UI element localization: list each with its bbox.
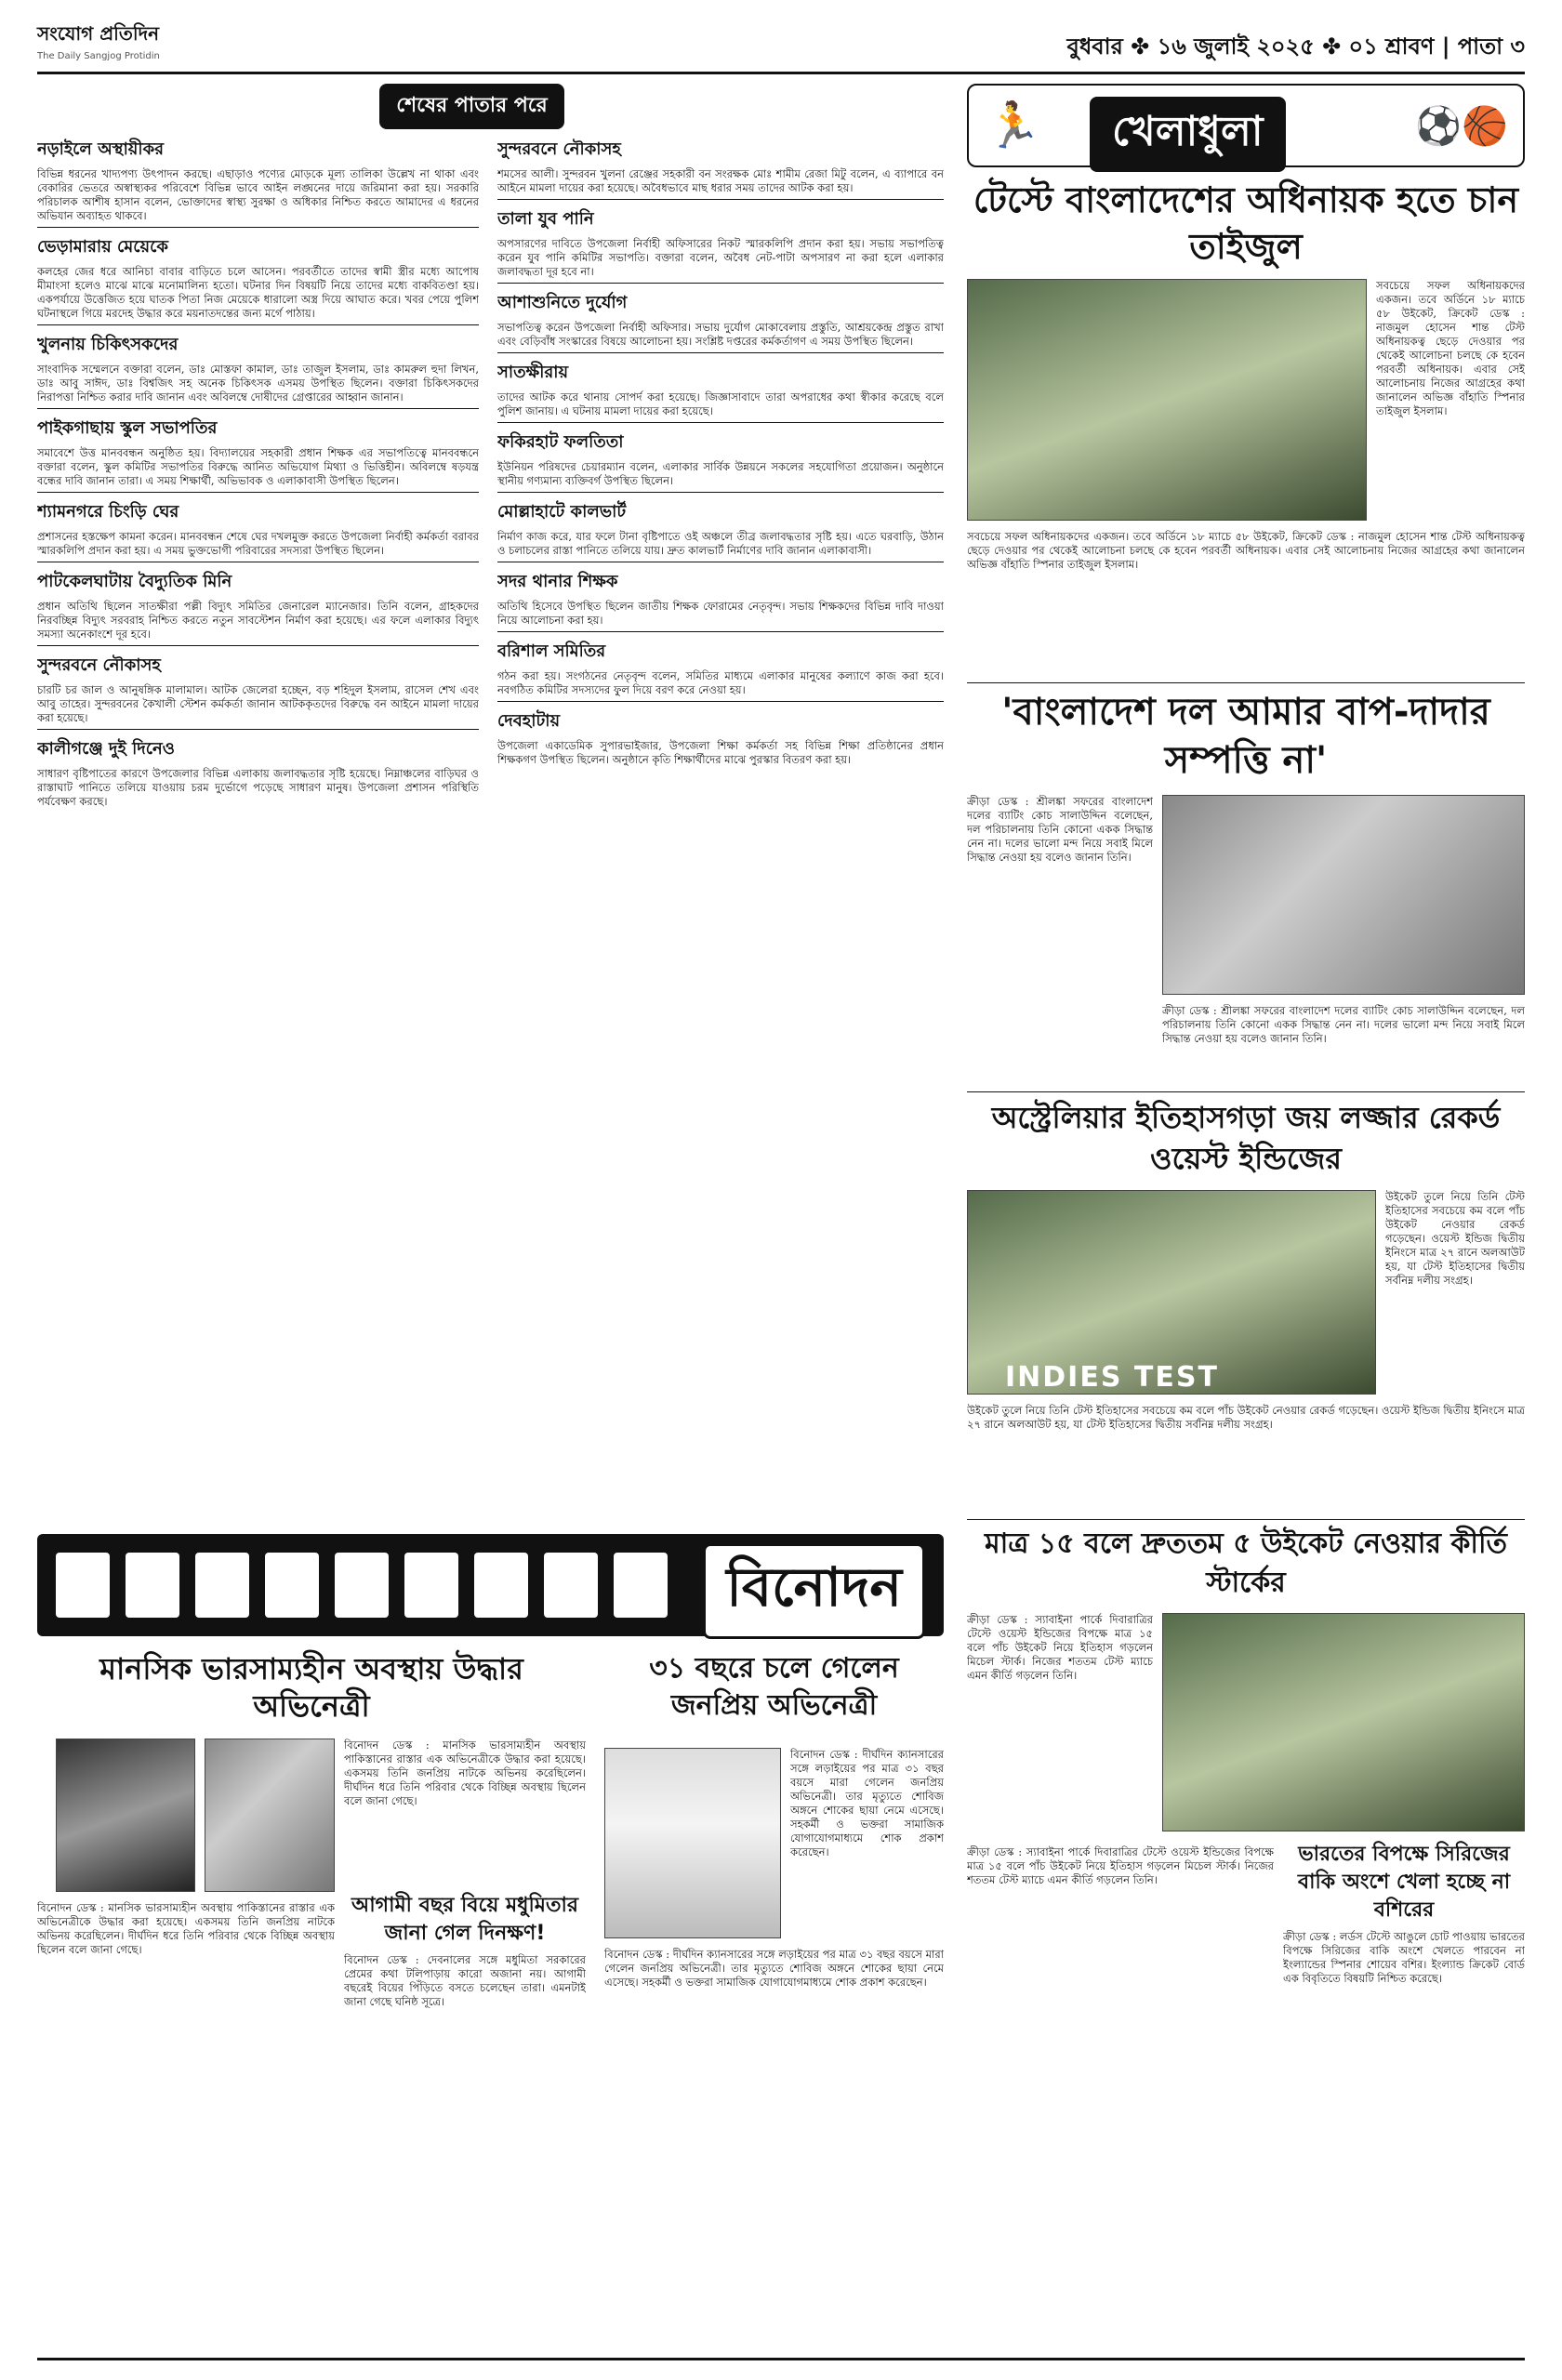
divider [497, 631, 944, 632]
sports-balls-icon: ⚽🏀 [1415, 105, 1508, 148]
sports-story-5 [1283, 1841, 1525, 1986]
article [497, 568, 944, 628]
divider [37, 645, 479, 646]
sports-story-4 [967, 1525, 1525, 1603]
article-title: সাতক্ষীরায় [497, 363, 569, 382]
article-title: সুন্দরবনে নৌকাসহ [497, 139, 621, 159]
article [37, 331, 479, 404]
article-title: শ্যামনগরে চিংড়ি ঘের [37, 502, 179, 522]
story-body-cont: ক্রীড়া ডেস্ক : স্যাবাইনা পার্কে দিবারাত্রির টেস্টে ওয়েস্ট ইন্ডিজের বিপক্ষে মাত্র ১৫ বলে পাঁচ উইকেট নিয়ে ইতিহাস গড়লেন মিচেল স্টার্ক। নিজের শততম টেস্ট ম্যাচে এমন কীর্তি গড়লেন তিনি। [967, 1845, 1274, 1886]
divider [37, 492, 479, 493]
left-section [37, 84, 944, 2352]
divider [37, 408, 479, 409]
article [37, 415, 479, 488]
article-body: উপজেলা একাডেমিক সুপারভাইজার, উপজেলা শিক্ষা কর্মকর্তা সহ বিভিন্ন শিক্ষা প্রতিষ্ঠানের প্রধান শিক্ষকগণ উপস্থিত ছিলেন। অনুষ্ঠানে কৃতি শিক্ষার্থীদের মাঝে পুরস্কার বিতরণ করা হয়। [497, 739, 944, 766]
divider [497, 422, 944, 423]
article-title: নড়াইলে অস্থায়ীকর [37, 139, 165, 159]
story-headline: অস্ট্রেলিয়ার ইতিহাসগড়া জয় লজ্জার রেকর্ড ওয়েস্ট ইন্ডিজের [991, 1100, 1501, 1176]
divider [37, 324, 479, 325]
article [497, 136, 944, 195]
article-title: দেবহাটায় [497, 711, 561, 731]
starc-photo [1162, 1613, 1525, 1831]
story-body: ক্রীড়া ডেস্ক : লর্ডস টেস্টে আঙুলে চোট পাওয়ায় ভারতের বিপক্ষে সিরিজের বাকি অংশে খেলতে পারবেন না ইংল্যান্ডের স্পিনার শোয়েব বশির। ইংল্যান্ড ক্রিকেট বোর্ড এক বিবৃতিতে বিষয়টি নিশ্চিত করেছে। [1283, 1930, 1525, 1985]
article [37, 568, 479, 641]
article-body: ইউনিয়ন পরিষদের চেয়ারম্যান বলেন, এলাকার সার্বিক উন্নয়নে সকলের সহযোগিতা প্রয়োজন। অনুষ্ঠানে স্থানীয় গণ্যমান্য ব্যক্তিবর্গ উপস্থিত ছিলেন। [497, 460, 944, 487]
article [37, 233, 479, 321]
continued-banner: শেষের পাতার পরে [379, 84, 564, 129]
divider [967, 682, 1525, 683]
divider [967, 1091, 1525, 1092]
sports-banner [967, 84, 1525, 167]
article-title: তালা যুব পানি [497, 209, 594, 229]
story-headline: আগামী বছর বিয়ে মধুমিতার জানা গেল দিনক্ষণ! [351, 1894, 578, 1945]
film-frame [335, 1553, 389, 1618]
film-frame [404, 1553, 458, 1618]
photo-caption: INDIES TEST [1005, 1361, 1219, 1394]
story-headline: টেস্টে বাংলাদেশের অধিনায়ক হতে চান তাইজুল [973, 179, 1519, 267]
article-body: অতিথি হিসেবে উপস্থিত ছিলেন জাতীয় শিক্ষক ফোরামের নেতৃবৃন্দ। সভায় শিক্ষকদের বিভিন্ন দাবি দাওয়া নিয়ে আলোচনা করা হয়। [497, 600, 944, 627]
story-headline: মানসিক ভারসাম্যহীন অবস্থায় উদ্ধার অভিনেত্রী [99, 1651, 523, 1724]
coach-photo [1162, 795, 1525, 995]
article-title: পাইকগাছায় স্কুল সভাপতির [37, 418, 218, 438]
story-body: বিনোদন ডেস্ক : দীর্ঘদিন ক্যানসারের সঙ্গে লড়াইয়ের পর মাত্র ৩১ বছর বয়সে মারা গেলেন জনপ্রিয় অভিনেত্রী। তার মৃত্যুতে শোবিজ অঙ্গনে শোকের ছায়া নেমে এসেছে। সহকর্মী ও ভক্তরা সামাজিক যোগাযোগমাধ্যমে শোক প্রকাশ করেছেন। [790, 1748, 944, 1858]
article [497, 205, 944, 279]
paper-logo [37, 20, 279, 63]
article [497, 359, 944, 418]
story-headline: মাত্র ১৫ বলে দ্রুততম ৫ উইকেট নেওয়ার কীর্তি স্টার্কের [984, 1527, 1508, 1599]
sports-section [967, 84, 1525, 2352]
middle-subcolumn [497, 130, 944, 1525]
article [37, 136, 479, 223]
left-subcolumn [37, 130, 479, 1525]
footer-rule [37, 2358, 1525, 2360]
entertainment-story-1 [37, 1650, 586, 1725]
entertainment-title: বিনোদন [703, 1543, 925, 1639]
film-frame [265, 1553, 319, 1618]
entertainment-banner [37, 1534, 944, 1636]
film-frame [474, 1553, 528, 1618]
article [497, 707, 944, 767]
article [37, 498, 479, 558]
article-title: আশাশুনিতে দুর্যোগ [497, 293, 628, 312]
taijul-photo [967, 279, 1367, 521]
story-body-cont: ক্রীড়া ডেস্ক : শ্রীলঙ্কা সফরের বাংলাদেশ দলের ব্যাটিং কোচ সালাউদ্দিন বলেছেন, দল পরিচালনায় তিনি কোনো একক সিদ্ধান্ত নেন না। দলের ভালো মন্দ নিয়ে সবাই মিলে সিদ্ধান্ত নেওয়া হয় বলেও জানান তিনি। [1162, 1004, 1525, 1045]
story-body-cont: বিনোদন ডেস্ক : দীর্ঘদিন ক্যানসারের সঙ্গে লড়াইয়ের পর মাত্র ৩১ বছর বয়সে মারা গেলেন জনপ্রিয় অভিনেত্রী। তার মৃত্যুতে শোবিজ অঙ্গনে শোকের ছায়া নেমে এসেছে। সহকর্মী ও ভক্তরা সামাজিক যোগাযোগমাধ্যমে শোক প্রকাশ করেছেন। [604, 1948, 944, 1989]
sports-story-1 [967, 177, 1525, 270]
article-body: বিভিন্ন ধরনের খাদ্যপণ্য উৎপাদন করছে। এছাড়াও পণ্যের মোড়কে মূল্য তালিকা উল্লেখ না থাকা এবং বেকারির ভেতরে অস্বাস্থ্যকর পরিবেশে বিভিন্ন ভাবে আইন লঙ্ঘনের দায়ে জরিমানা করা হয়। সরকারি পরিচালক আশীষ হাসান বলেন, ভোক্তাদের স্বাস্থ্য সুরক্ষা ও অধিকার নিশ্চিত করতে আমাদের এ ধরনের অভিযান অব্যাহত থাকবে। [37, 167, 479, 222]
article [497, 638, 944, 697]
actress-photo [604, 1748, 781, 1938]
article-body: সভাপতিত্ব করেন উপজেলা নির্বাহী অফিসার। সভায় দুর্যোগ মোকাবেলায় প্রস্তুতি, আশ্রয়কেন্দ্র প্রস্তুত রাখা এবং বেড়িবাঁধ সংস্কারের বিষয়ে আলোচনা হয়। সংশ্লিষ্ট দপ্তরের কর্মকর্তাগণ এ সময় উপস্থিত ছিলেন। [497, 321, 944, 348]
story-body: সবচেয়ে সফল অধিনায়কদের একজন। তবে অর্ডিনে ১৮ ম্যাচে ৫৮ উইকেট, ক্রিকেট ডেস্ক : নাজমুল হোসেন শান্ত টেস্ট অধিনায়কত্ব ছেড়ে দেওয়ার পর থেকেই আলোচনা চলছে কে হবেন পরবর্তী অধিনায়ক। এবার সেই আলোচনায় নিজের আগ্রহের কথা জানালেন অভিজ্ঞ বাঁহাতি স্পিনার তাইজুল ইসলাম। [1376, 279, 1525, 417]
actress-photo [56, 1739, 195, 1892]
paper-name: সংযোগ প্রতিদিন [37, 22, 160, 45]
film-frame [614, 1553, 668, 1618]
article-title: সুন্দরবনে নৌকাসহ [37, 655, 161, 675]
story-body: ক্রীড়া ডেস্ক : শ্রীলঙ্কা সফরের বাংলাদেশ দলের ব্যাটিং কোচ সালাউদ্দিন বলেছেন, দল পরিচালনায় তিনি কোনো একক সিদ্ধান্ত নেন না। দলের ভালো মন্দ নিয়ে সবাই মিলে সিদ্ধান্ত নেওয়া হয় বলেও জানান তিনি। [967, 795, 1153, 864]
article-body: শমসের আলী। সুন্দরবন খুলনা রেঞ্জের সহকারী বন সংরক্ষক মোঃ শামীম রেজা মিটু বলেন, এ ব্যাপারে বন আইনে মামলা দায়ের করা হয়েছে। অবৈধভাবে মাছ ধরার সময় তাদের আটক করা হয়। [497, 167, 944, 194]
paper-tagline: The Daily Sangjog Protidin [37, 51, 160, 61]
article-body: সাংবাদিক সম্মেলনে বক্তারা বলেন, ডাঃ মোস্তফা কামাল, ডাঃ তাজুল ইসলাম, ডাঃ কামরুল হুদা লিখন, ডাঃ আবু সাঈদ, ডাঃ বিশ্বজিৎ সহ অনেক চিকিৎসক এসময় উপস্থিত ছিলেন। বক্তারা চিকিৎসকদের নিরাপত্তা নিশ্চিত করার দাবি জানান এবং অবিলম্বে দোষীদের গ্রেপ্তারের আহ্বান জানান। [37, 363, 479, 403]
story-body-cont: বিনোদন ডেস্ক : মানসিক ভারসাম্যহীন অবস্থায় পাকিস্তানের রাস্তার এক অভিনেত্রীকে উদ্ধার করা হয়েছে। একসময় তিনি জনপ্রিয় নাটকে অভিনয় করেছিলেন। দীর্ঘদিন ধরে তিনি পরিবার থেকে বিচ্ছিন্ন অবস্থায় ছিলেন বলে জানা গেছে। [344, 1739, 586, 1807]
article-body: প্রশাসনের হস্তক্ষেপ কামনা করেন। মানববন্ধন শেষে ঘের দখলমুক্ত করতে উপজেলা নির্বাহী কর্মকর্তা বরাবর স্মারকলিপি প্রদান করা হয়। এ সময় ভুক্তভোগী পরিবারের সদস্যরা উপস্থিত ছিলেন। [37, 530, 479, 557]
article-title: কালীগঞ্জে দুই দিনেও [37, 739, 175, 759]
divider [497, 199, 944, 200]
article-title: সদর থানার শিক্ষক [497, 572, 618, 591]
article-title: ফকিরহাট ফলতিতা [497, 432, 624, 452]
article-body: অপসারণের দাবিতে উপজেলা নির্বাহী অফিসারের নিকট স্মারকলিপি প্রদান করা হয়। সভায় সভাপতিত্ব করেন যুব পানি কমিটির সভাপতি। বক্তারা বলেন, অবৈধ নেট-পাটা অপসারণ না করা হলে এলাকার জলাবদ্ধতা দূর হবে না। [497, 237, 944, 278]
entertainment-story-2 [604, 1650, 944, 1725]
australia-team-photo [967, 1190, 1376, 1395]
article-body: সাধারণ বৃষ্টিপাতের কারণে উপজেলার বিভিন্ন এলাকায় জলাবদ্ধতার সৃষ্টি হয়েছে। নিম্নাঞ্চলের বাড়িঘর ও রাস্তাঘাট পানিতে তলিয়ে যাওয়ায় চরম দুর্ভোগে পড়েছে সাধারণ মানুষ। উপজেলা প্রশাসন পরিস্থিতি পর্যবেক্ষণ করছে। [37, 767, 479, 808]
article-body: কলহের জের ধরে আনিচা বাবার বাড়িতে চলে আসেন। পরবর্তীতে তাদের স্বামী স্ত্রীর মধ্যে আপোষ মীমাংসা হলেও মাঝে মাঝে মনোমালিন্য হতো। ঘটনার দিন বিষয়টি নিয়ে তাদের মধ্যে বাকবিতণ্ডা হয়। একপর্যায়ে উত্তেজিত হয়ে ঘাতক পিতা নিজ মেয়েকে ধারালো অস্ত্র দিয়ে আঘাত করে। খবর পেয়ে পুলিশ ঘটনাস্থলে গিয়ে মরদেহ উদ্ধার করে ময়নাতদন্তের জন্য মর্গে পাঠায়। [37, 265, 479, 320]
article [37, 735, 479, 809]
article [37, 652, 479, 725]
article-body: তাদের আটক করে থানায় সোপর্দ করা হয়েছে। জিজ্ঞাসাবাদে তারা অপরাধের কথা স্বীকার করেছে বলে পুলিশ জানায়। এ ঘটনায় মামলা দায়ের করা হয়েছে। [497, 390, 944, 417]
film-frame [56, 1553, 110, 1618]
masthead [37, 17, 1525, 74]
continued-banner-wrap [0, 84, 944, 129]
story-headline: ভারতের বিপক্ষে সিরিজের বাকি অংশে খেলা হচ্ছে না বশিরের [1297, 1843, 1511, 1922]
divider [967, 1519, 1525, 1520]
sports-story-2 [967, 688, 1525, 785]
story-body: বিনোদন ডেস্ক : দেবনালের সঙ্গে মধুমিতা সরকারের প্রেমের কথা টলিপাড়ায় কারো অজানা নয়। আগামী বছরেই বিয়ের পিঁড়িতে বসতে চলেছেন তারা। এমনটাই জানা গেছে ঘনিষ্ঠ সূত্রে। [344, 1953, 586, 2008]
story-body: বিনোদন ডেস্ক : মানসিক ভারসাম্যহীন অবস্থায় পাকিস্তানের রাস্তার এক অভিনেত্রীকে উদ্ধার করা হয়েছে। একসময় তিনি জনপ্রিয় নাটকে অভিনয় করেছিলেন। দীর্ঘদিন ধরে তিনি পরিবার থেকে বিচ্ছিন্ন অবস্থায় ছিলেন বলে জানা গেছে। [37, 1901, 335, 1956]
runner-icon: 🏃 [986, 99, 1041, 152]
article-title: খুলনায় চিকিৎসকদের [37, 335, 179, 354]
story-body-cont: উইকেট তুলে নিয়ে তিনি টেস্ট ইতিহাসের সবচেয়ে কম বলে পাঁচ উইকেট নেওয়ার রেকর্ড গড়েছেন। ওয়েস্ট ইন্ডিজ দ্বিতীয় ইনিংসে মাত্র ২৭ রানে অলআউট হয়, যা টেস্ট ইতিহাসের দ্বিতীয় সর্বনিম্ন দলীয় সংগ্রহ। [967, 1404, 1525, 1431]
story-headline: ৩১ বছরে চলে গেলেন জনপ্রিয় অভিনেত্রী [649, 1652, 899, 1722]
article-body: প্রধান অতিথি ছিলেন সাতক্ষীরা পল্লী বিদ্যুৎ সমিতির জেনারেল ম্যানেজার। তিনি বলেন, গ্রাহকদের নিরবচ্ছিন্ন বিদ্যুৎ সরবরাহ নিশ্চিত করতে নতুন সাবস্টেশন নির্মাণ করা হয়েছে। এর ফলে এলাকার বিদ্যুৎ সমস্যা অনেকাংশে দূর হবে। [37, 600, 479, 641]
article-title: ভেড়ামারায় মেয়েকে [37, 237, 168, 257]
article [497, 429, 944, 488]
story-body: ক্রীড়া ডেস্ক : স্যাবাইনা পার্কে দিবারাত্রির টেস্টে ওয়েস্ট ইন্ডিজের বিপক্ষে মাত্র ১৫ বলে পাঁচ উইকেট নিয়ে ইতিহাস গড়লেন মিচেল স্টার্ক। নিজের শততম টেস্ট ম্যাচে এমন কীর্তি গড়লেন তিনি। [967, 1613, 1153, 1682]
divider [37, 729, 479, 730]
article-body: সমাবেশে উত্ত মানববন্ধন অনুষ্ঠিত হয়। বিদ্যালয়ের সহকারী প্রধান শিক্ষক এর সভাপতিত্বে মানববন্ধনে বক্তারা বলেন, স্কুল কমিটির সভাপতির বিরুদ্ধে আনিত অভিযোগ মিথ্যা ও ভিত্তিহীন। অবিলম্বে ষড়যন্ত্র বন্ধের দাবি জানান তারা। এ সময় শিক্ষার্থী, অভিভাবক ও এলাকাবাসী উপস্থিত ছিলেন। [37, 446, 479, 487]
entertainment-story-3 [344, 1892, 586, 2009]
article-body: নির্মাণ কাজ করে, যার ফলে টানা বৃষ্টিপাতে ওই অঞ্চলে তীব্র জলাবদ্ধতার সৃষ্টি হয়। এতে ঘরবাড়ি, উঠান ও চলাচলের রাস্তা পানিতে তলিয়ে যায়। দ্রুত কালভার্ট নির্মাণের দাবি জানান এলাকাবাসী। [497, 530, 944, 557]
film-frame [195, 1553, 249, 1618]
divider [497, 492, 944, 493]
story-headline: 'বাংলাদেশ দল আমার বাপ-দাদার সম্পত্তি না' [1001, 691, 1490, 782]
film-frame [126, 1553, 179, 1618]
story-body-cont: সবচেয়ে সফল অধিনায়কদের একজন। তবে অর্ডিনে ১৮ ম্যাচে ৫৮ উইকেট, ক্রিকেট ডেস্ক : নাজমুল হোসেন শান্ত টেস্ট অধিনায়কত্ব ছেড়ে দেওয়ার পর থেকেই আলোচনা চলছে কে হবেন পরবর্তী অধিনায়ক। এবার সেই আলোচনায় নিজের আগ্রহের কথা জানালেন অভিজ্ঞ বাঁহাতি স্পিনার তাইজুল ইসলাম। [967, 530, 1525, 571]
sports-story-3 [967, 1097, 1525, 1179]
article [497, 289, 944, 349]
article-title: মোল্লাহাটে কালভার্ট [497, 502, 627, 522]
actress-photo [205, 1739, 335, 1892]
sports-title: খেলাধুলা [1090, 97, 1286, 172]
divider [497, 283, 944, 284]
divider [497, 352, 944, 353]
film-frame [544, 1553, 598, 1618]
article [497, 498, 944, 558]
dateline: বুধবার ✤ ১৬ জুলাই ২০২৫ ✤ ০১ শ্রাবণ | পাতা ৩ [1066, 33, 1525, 60]
divider [497, 701, 944, 702]
article-title: পাটকেলঘাটায় বৈদ্যুতিক মিনি [37, 572, 232, 591]
article-body: চারটি চর জাল ও আনুষঙ্গিক মালামাল। আটক জেলেরা হচ্ছেন, বড় শহিদুল ইসলাম, রাসেল শেখ এবং আবু তাহের। সুন্দরবনের কৈখালী স্টেশন কর্মকর্তা জানান আটককৃতদের বিরুদ্ধে বন আইনে মামলা দায়ের করা হয়েছে। [37, 683, 479, 724]
divider [37, 227, 479, 228]
article-body: গঠন করা হয়। সংগঠনের নেতৃবৃন্দ বলেন, সমিতির মাধ্যমে এলাকার মানুষের কল্যাণে কাজ করা হবে। নবগঠিত কমিটির সদস্যদের ফুল দিয়ে বরণ করে নেওয়া হয়। [497, 669, 944, 696]
article-title: বরিশাল সমিতির [497, 641, 606, 661]
story-body: উইকেট তুলে নিয়ে তিনি টেস্ট ইতিহাসের সবচেয়ে কম বলে পাঁচ উইকেট নেওয়ার রেকর্ড গড়েছেন। ওয়েস্ট ইন্ডিজ দ্বিতীয় ইনিংসে মাত্র ২৭ রানে অলআউট হয়, যা টেস্ট ইতিহাসের দ্বিতীয় সর্বনিম্ন দলীয় সংগ্রহ। [1385, 1190, 1525, 1287]
